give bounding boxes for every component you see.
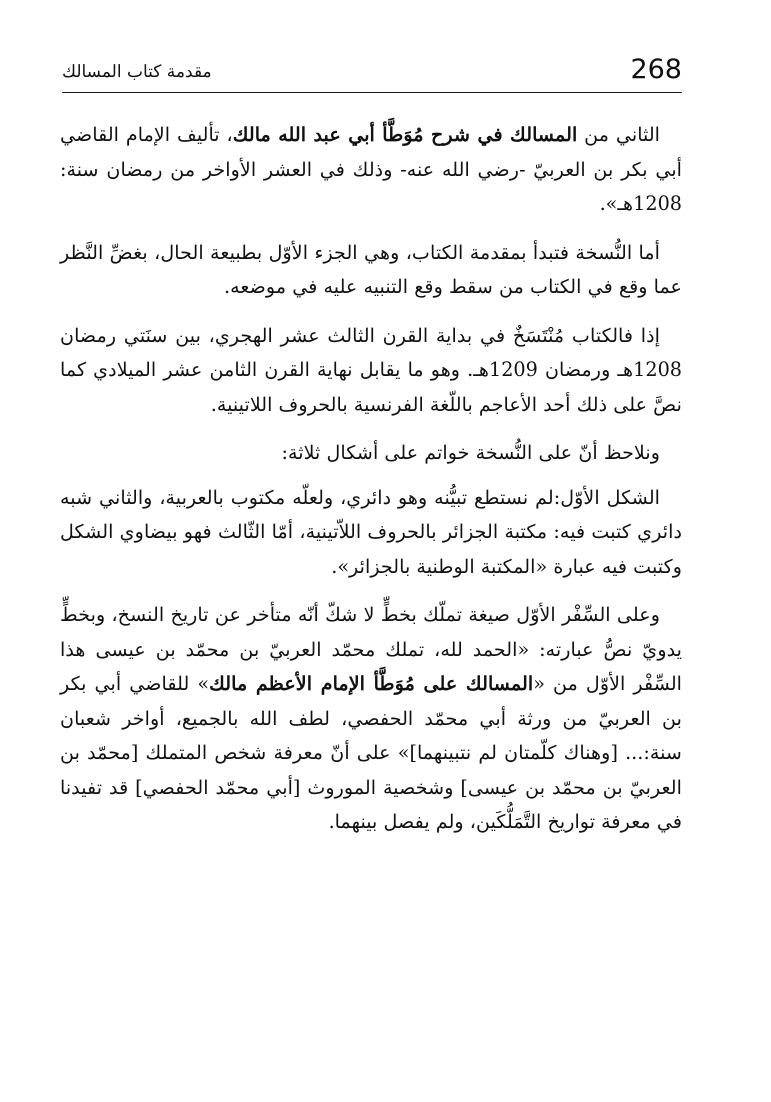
running-title: مقدمة كتاب المسالك bbox=[62, 62, 212, 82]
paragraph-4: ونلاحظ أنّ على النُّسخة خواتم على أشكال ثلاثة: bbox=[281, 441, 660, 464]
paragraph-1-text-b: ، تأليف الإمام القاضي أبي بكر بن العربيّ -رضي الله عنه- وذلك في العشر الأواخر من رمضان سنة: 1208هـ». bbox=[60, 123, 682, 215]
page-header bbox=[62, 52, 682, 93]
body-text bbox=[60, 118, 682, 854]
paragraph-1-text-a: الثاني من bbox=[577, 123, 661, 146]
paragraph-2: أما النُّسخة فتبدأ بمقدمة الكتاب، وهي الجزء الأوّل بطبيعة الحال، بغضِّ النَّظر عما وقع في الكتاب من سقط وقع التنبيه عليه في موضعه. bbox=[60, 240, 682, 298]
paragraph-3: إذا فالكتاب مُنْتَسَخٌ في بداية القرن الثالث عشر الهجري، بين سنَتي رمضان 1208هـ ورمضان 1209هـ. وهو ما يقابل نهاية القرن الثامن عشر الميلادي كما نصَّ على ذلك أحد الأعاجم باللّغة الفرنسية بالحروف اللاتينية. bbox=[60, 323, 682, 416]
paragraph-6 bbox=[60, 598, 682, 840]
paragraph-6-text-a: وعلى السِّفْر الأوّل صيغة تملّك بخطٍّ لا شكّ أنّه متأخر عن تاريخ النسخ، وبخطٍّ يدويّ نصُّ عبارته: «الحمد لله، تملك محمّد العربيّ بن محمّد بن عيسى هذا السِّفْر الأوّل من « bbox=[60, 603, 682, 695]
paragraph-5: الشكل الأوّل:لم نستطع تبيُّنه وهو دائري، ولعلّه مكتوب بالعربية، والثاني شبه دائري كتبت فيه: مكتبة الجزائر بالحروف اللاّتينية، أمّا الثّالث فهو بيضاوي الشكل وكتبت فيه عبارة «المكتبة الوطنية بالجزائر». bbox=[60, 485, 682, 578]
paragraph-6-text-b: » للقاضي أبي بكر بن العربيّ من ورثة أبي محمّد الحفصي، لطف الله بالجميع، أواخر شعبان سنة:... [وهناك كلّمتان لم نتبينهما]» على أنّ معرفة شخص المتملك [محمّد بن العربيّ بن محمّد بن عيسى] وشخصية الموروث [أبي محمّد الحفصي] قد تفيدنا في معرفة تواريخ التَّمَلُّكَين، ولم يفصل بينهما. bbox=[60, 672, 682, 833]
paragraph-1 bbox=[60, 118, 682, 222]
book-title-bold: المسالك في شرح مُوَطَّأ أبي عبد الله مالك bbox=[232, 123, 578, 146]
book-title-bold-2: المسالك على مُوَطَّأ الإمام الأعظم مالك bbox=[209, 672, 534, 695]
page-number: 268 bbox=[630, 54, 682, 85]
